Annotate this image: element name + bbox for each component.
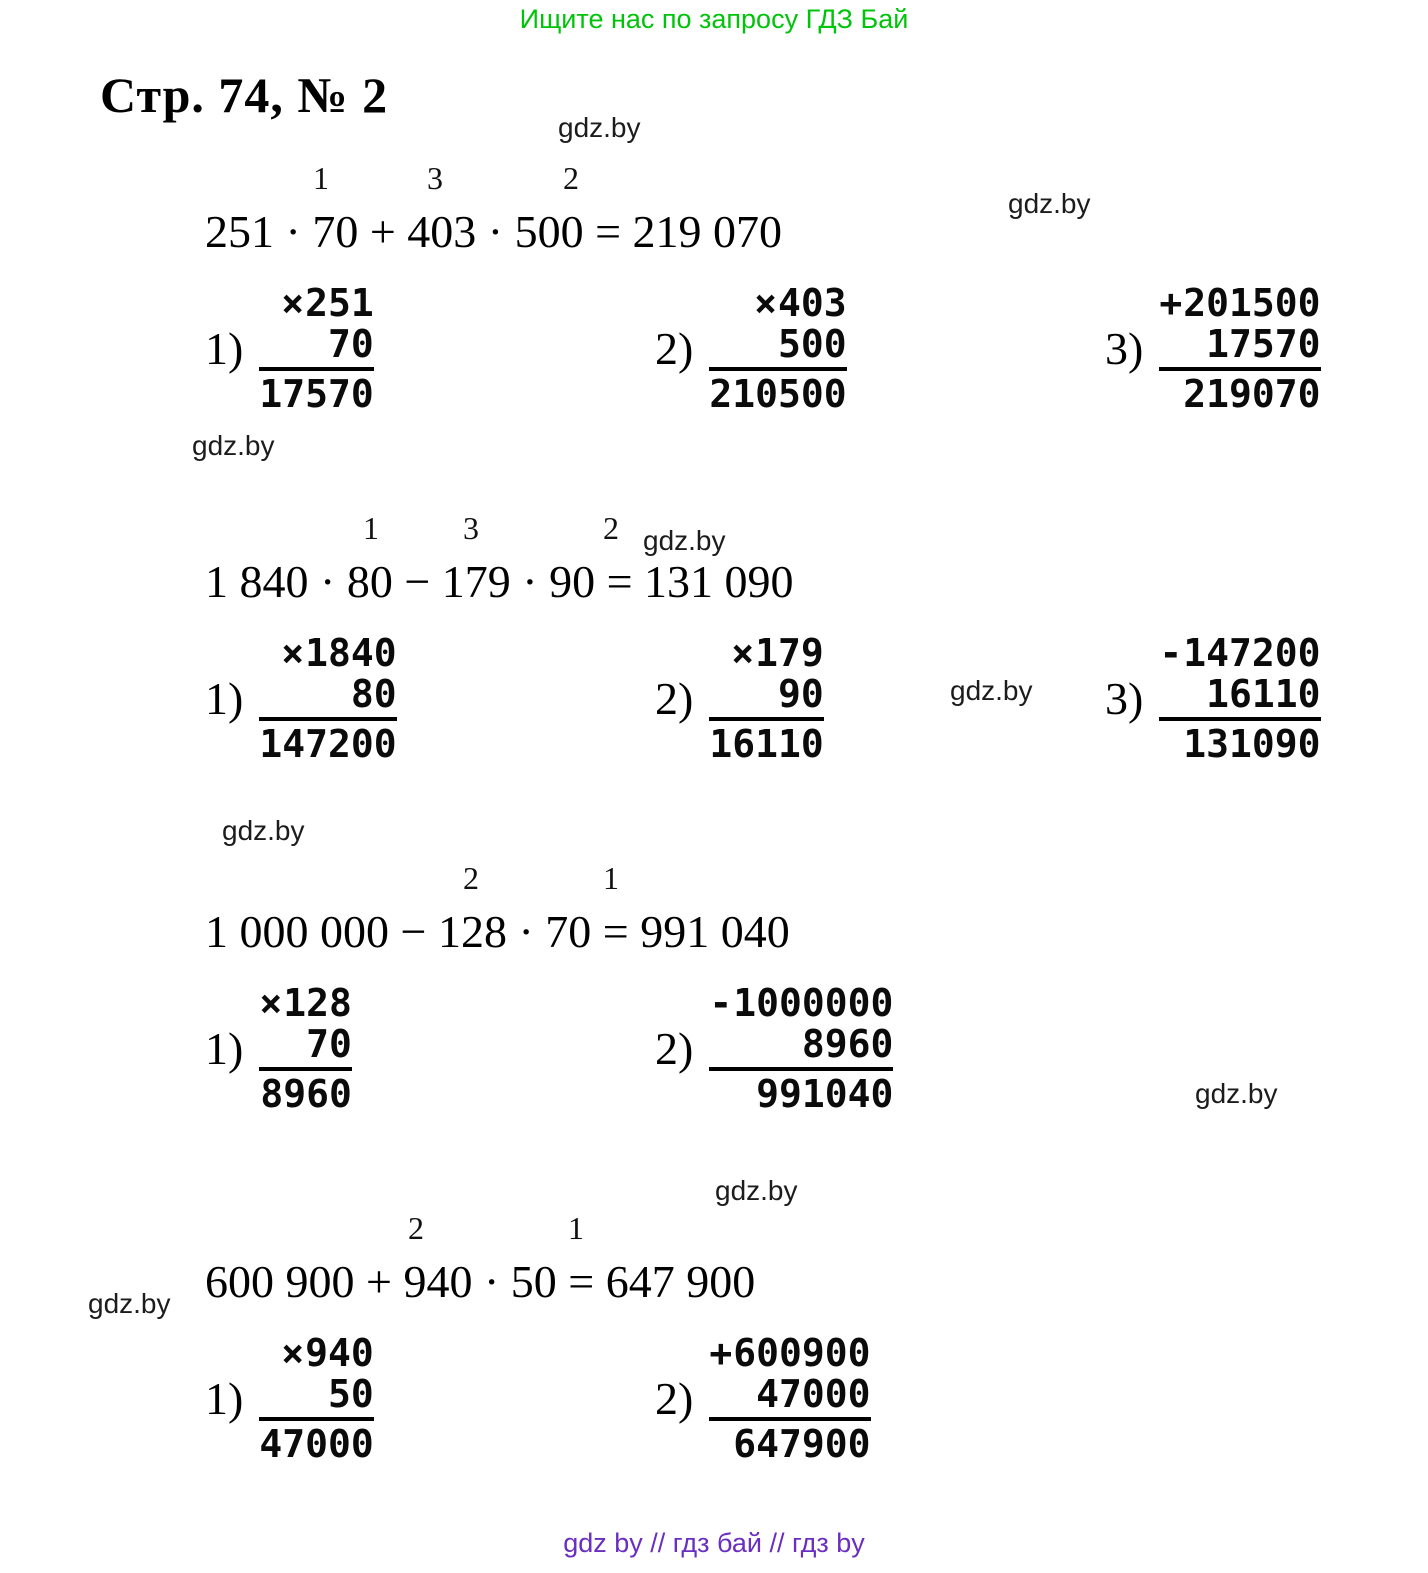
step-2 — [655, 1330, 1105, 1466]
order-mark: 3 — [427, 160, 443, 196]
step-label: 1) — [205, 1023, 244, 1075]
operator-sign: × — [281, 1330, 305, 1375]
watermark-gdzby: gdz.by — [222, 815, 305, 846]
promo-banner-text: Ищите нас по запросу ГДЗ Бай — [519, 4, 909, 34]
operand-top: 1840 — [305, 630, 397, 675]
watermark-gdzby: gdz.by — [950, 675, 1033, 706]
operator-sign: - — [709, 980, 733, 1025]
problem-2 — [205, 510, 1428, 765]
operand-bottom: 70 — [327, 321, 374, 366]
calc-result: 647900 — [709, 1417, 870, 1465]
order-mark: 2 — [603, 510, 619, 546]
operand-bottom: 80 — [350, 671, 397, 716]
column-calculation — [709, 280, 847, 416]
column-calculation — [709, 1330, 871, 1466]
step-3 — [1105, 280, 1428, 416]
step-label: 3) — [1105, 323, 1144, 375]
problem-1 — [205, 160, 1428, 415]
watermark-gdzby: gdz.by — [715, 1175, 798, 1206]
order-mark: 1 — [313, 160, 329, 196]
watermark-gdzby: gdz.by — [1195, 1078, 1278, 1109]
order-mark: 3 — [463, 510, 479, 546]
step-label: 2) — [655, 673, 694, 725]
operand-bottom: 17570 — [1206, 321, 1321, 366]
footer-watermark-line: gdz by // гдз бай // гдз by — [563, 1528, 865, 1558]
step-1 — [205, 1330, 655, 1466]
expression-wrap — [205, 1210, 1428, 1309]
step-label: 1) — [205, 1373, 244, 1425]
watermark-gdzby: gdz.by — [558, 112, 641, 143]
operator-sign: × — [731, 630, 755, 675]
column-calculation — [259, 630, 397, 766]
calc-result: 17570 — [259, 367, 373, 415]
operand-top: 201500 — [1183, 280, 1321, 325]
column-calculation — [709, 630, 824, 766]
calc-result: 131090 — [1159, 717, 1320, 765]
calc-result: 16110 — [709, 717, 823, 765]
step-1 — [205, 280, 655, 416]
expression: 1 840 · 80 − 179 · 90 = 131 090 — [205, 556, 794, 607]
step-label: 1) — [205, 673, 244, 725]
operand-top: 179 — [755, 630, 824, 675]
operand-bottom: 90 — [777, 671, 824, 716]
operand-top: 403 — [777, 280, 847, 325]
expression-wrap — [205, 860, 1428, 959]
operator-sign: + — [709, 1330, 733, 1375]
operand-bottom: 16110 — [1206, 671, 1321, 716]
step-label: 3) — [1105, 673, 1144, 725]
watermark-gdzby: gdz.by — [643, 525, 726, 556]
operand-top: 600900 — [733, 1330, 871, 1375]
calc-result: 47000 — [259, 1417, 373, 1465]
operator-sign: - — [1159, 630, 1183, 675]
page-title: Стр. 74, № 2 — [100, 67, 389, 123]
column-calculation — [259, 980, 352, 1116]
calc-result: 210500 — [709, 367, 846, 415]
step-label: 2) — [655, 323, 694, 375]
expression: 1 000 000 − 128 · 70 = 991 040 — [205, 906, 790, 957]
operator-sign: × — [281, 630, 305, 675]
operand-bottom: 500 — [777, 321, 847, 366]
order-mark: 2 — [463, 860, 479, 896]
steps-row — [205, 630, 1428, 766]
calc-result: 147200 — [259, 717, 396, 765]
operand-bottom: 47000 — [756, 1371, 871, 1416]
operator-sign: × — [259, 980, 283, 1025]
steps-row — [205, 280, 1428, 416]
expression-wrap — [205, 510, 1428, 609]
operand-bottom: 70 — [306, 1021, 352, 1066]
column-calculation — [259, 1330, 374, 1466]
step-2 — [655, 630, 1105, 766]
operator-sign: × — [754, 280, 777, 325]
order-mark: 2 — [408, 1210, 424, 1246]
step-3 — [1105, 630, 1428, 766]
operand-bottom: 8960 — [801, 1021, 894, 1066]
column-calculation — [709, 980, 894, 1116]
steps-row — [205, 1330, 1428, 1466]
expression-wrap — [205, 160, 1428, 259]
calc-result: 991040 — [709, 1067, 893, 1115]
operand-top: 1000000 — [733, 980, 894, 1025]
step-label: 2) — [655, 1023, 694, 1075]
watermark-gdzby: gdz.by — [88, 1288, 171, 1319]
operand-top: 128 — [283, 980, 352, 1025]
step-2 — [655, 280, 1105, 416]
step-label: 1) — [205, 323, 244, 375]
problem-3 — [205, 860, 1428, 1115]
steps-row — [205, 980, 1428, 1116]
step-1 — [205, 980, 655, 1116]
operand-top: 251 — [305, 280, 374, 325]
column-calculation — [1159, 630, 1321, 766]
order-mark: 1 — [568, 1210, 584, 1246]
column-calculation — [1159, 280, 1321, 416]
watermark-gdzby: gdz.by — [192, 430, 275, 461]
operator-sign: × — [281, 280, 305, 325]
watermark-gdzby: gdz.by — [1008, 188, 1091, 219]
calc-result: 219070 — [1159, 367, 1320, 415]
order-mark: 2 — [563, 160, 579, 196]
expression: 251 · 70 + 403 · 500 = 219 070 — [205, 206, 783, 257]
order-mark: 1 — [363, 510, 379, 546]
step-label: 2) — [655, 1373, 694, 1425]
operand-bottom: 50 — [327, 1371, 374, 1416]
operator-sign: + — [1159, 280, 1183, 325]
operand-top: 147200 — [1183, 630, 1321, 675]
expression: 600 900 + 940 · 50 = 647 900 — [205, 1256, 756, 1307]
calc-result: 8960 — [259, 1067, 352, 1115]
operand-top: 940 — [305, 1330, 374, 1375]
column-calculation — [259, 280, 374, 416]
step-2 — [655, 980, 1105, 1116]
step-1 — [205, 630, 655, 766]
order-mark: 1 — [603, 860, 619, 896]
problem-4 — [205, 1210, 1428, 1465]
